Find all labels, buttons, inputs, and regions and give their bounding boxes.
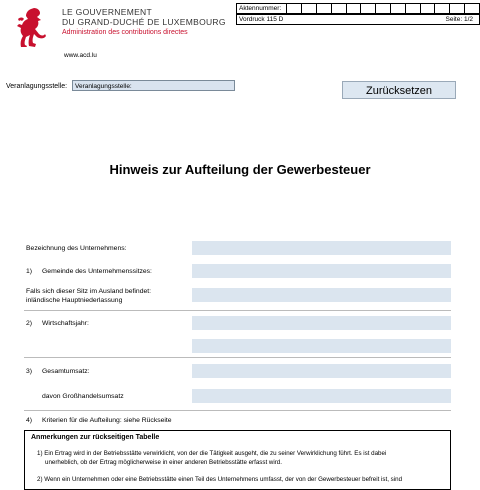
page-number: Seite: 1/2: [445, 16, 473, 23]
notes-title: Anmerkungen zur rückseitigen Tabelle: [31, 434, 160, 441]
wholesale-turnover-field[interactable]: [192, 389, 451, 403]
government-line-1: LE GOUVERNEMENT: [62, 7, 152, 17]
item-4-number: 4): [26, 417, 33, 424]
fiscal-year-label: Wirtschaftsjahr:: [42, 320, 89, 327]
veranlagungsstelle-input[interactable]: Veranlagungsstelle:: [72, 80, 235, 91]
main-establishment-field[interactable]: [192, 288, 451, 302]
total-turnover-field[interactable]: [192, 364, 451, 378]
fiscal-year-field-1[interactable]: [192, 316, 451, 330]
company-name-label: Bezeichnung des Unternehmens:: [26, 245, 127, 252]
allocation-criteria-label: Kriterien für die Aufteilung: siehe Rückseite: [42, 417, 172, 424]
form-number: Vordruck 115 D: [239, 16, 284, 23]
abroad-seat-label: [26, 287, 151, 305]
abroad-seat-line-1: Falls sich dieser Sitz im Ausland befindet:: [26, 288, 152, 295]
aktennummer-box[interactable]: [361, 4, 376, 14]
aktennummer-label: Aktennummer:: [237, 4, 287, 14]
government-name: [62, 7, 226, 27]
seat-municipality-label: Gemeinde des Unternehmenssitzes:: [42, 268, 152, 275]
fiscal-year-field-2[interactable]: [192, 339, 451, 353]
section-divider: [24, 357, 451, 358]
aktennummer-box[interactable]: [420, 4, 435, 14]
aktennummer-box[interactable]: [346, 4, 361, 14]
government-line-2: DU GRAND-DUCHÉ DE LUXEMBOURG: [62, 17, 226, 27]
aktennummer-table: [236, 3, 480, 14]
abroad-seat-line-2: inländische Hauptniederlassung: [26, 297, 123, 304]
seat-municipality-field[interactable]: [192, 264, 451, 278]
form-number-bar: [236, 14, 480, 25]
aktennummer-box[interactable]: [435, 4, 450, 14]
luxembourg-lion-logo-icon: [14, 5, 48, 47]
aktennummer-box[interactable]: [287, 4, 302, 14]
aktennummer-box[interactable]: [450, 4, 465, 14]
note-1-line-1: 1) Ein Ertrag wird in der Betriebsstätte verwirklicht, von der die Tätigkeit ausgeht, die zu seiner Verwirklichung führt. Es ist dabei: [37, 450, 387, 457]
note-1-line-2: unerheblich, ob der Ertrag möglicherweise in einer anderen Betriebsstätte erfasst wird.: [45, 459, 282, 466]
aktennummer-box[interactable]: [331, 4, 346, 14]
notes-box: [24, 430, 451, 490]
section-divider: [24, 310, 451, 311]
website-link[interactable]: www.acd.lu: [64, 52, 97, 59]
item-2-number: 2): [26, 320, 33, 327]
section-divider: [24, 410, 451, 411]
aktennummer-box[interactable]: [391, 4, 406, 14]
item-1-number: 1): [26, 268, 33, 275]
company-name-field[interactable]: [192, 241, 451, 255]
aktennummer-box[interactable]: [405, 4, 420, 14]
reset-button[interactable]: Zurücksetzen: [342, 81, 456, 99]
page-title: Hinweis zur Aufteilung der Gewerbesteuer: [109, 162, 371, 177]
aktennummer-box[interactable]: [465, 4, 480, 14]
aktennummer-box[interactable]: [376, 4, 391, 14]
aktennummer-box[interactable]: [316, 4, 331, 14]
veranlagungsstelle-label: Veranlagungsstelle:: [6, 83, 68, 90]
aktennummer-box[interactable]: [302, 4, 317, 14]
wholesale-turnover-label: davon Großhandelsumsatz: [42, 393, 124, 400]
total-turnover-label: Gesamtumsatz:: [42, 368, 90, 375]
note-1: [37, 449, 447, 467]
item-3-number: 3): [26, 368, 33, 375]
administration-name: Administration des contributions directes: [62, 29, 188, 36]
note-2: 2) Wenn ein Unternehmen oder eine Betriebsstätte einen Teil des Unternehmens umfasst, der von der Gewerbesteuer befreit ist, sind: [37, 476, 403, 483]
